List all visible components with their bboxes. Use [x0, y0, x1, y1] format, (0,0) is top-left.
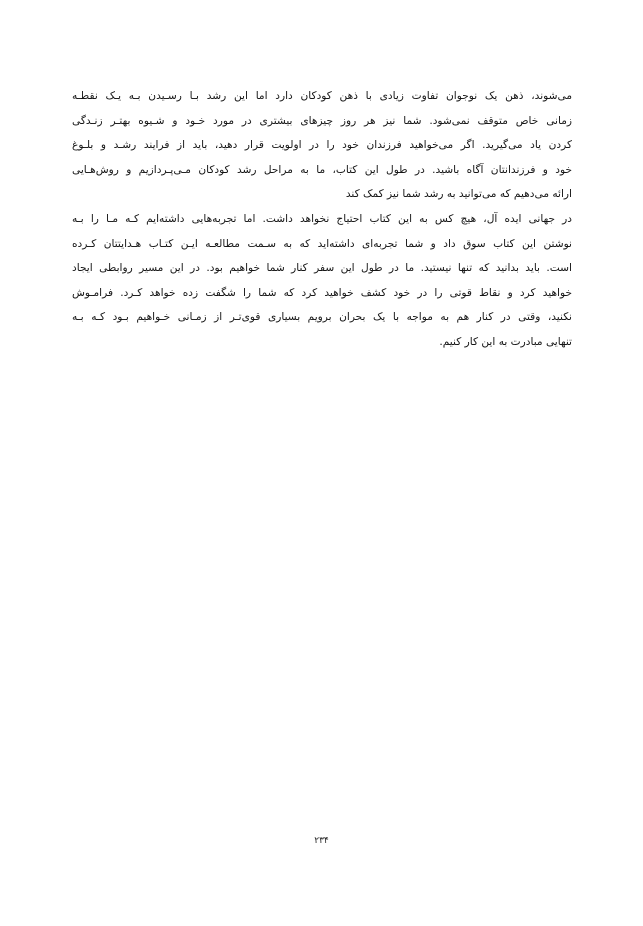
text-line: است. باید بدانید که تنها نیستید. ما در طول این سفر کنار شما خواهیم بود. در این مسیر روابطی ایجاد — [72, 262, 572, 275]
text-line: در جهانی ایده آل، هیچ کس به این کتاب احتیاج نخواهد داشت. اما تجربه‌هایی داشته‌ایم کـه مـا را بـه — [72, 212, 572, 225]
paragraph-2 — [72, 207, 572, 355]
text-line: خود و فرزندانتان آگاه باشید. در طول این کتاب، ما به مراحل رشد کودکان مـی‌پـردازیم و روش‌هـایی — [72, 163, 572, 176]
text-line: تنهایی مبادرت به این کار کنیم. — [439, 335, 572, 348]
text-line: زمانی خاص متوقف نمی‌شود. شما نیز هر روز چیزهای بیشتری در مورد خـود و شـیوه بهتـر زنـدگی — [72, 114, 572, 127]
text-line: نکنید، وقتی در کنار هم به مواجه با یک بحران برویم بسیاری قوی‌تـر از زمـانی خـواهیم بـود کـه بـه — [72, 311, 572, 324]
text-line: نوشتن این کتاب سوق داد و شما تجربه‌ای داشته‌اید که به سـمت مطالعـه ایـن کتـاب هـدایتتان کـرده — [72, 237, 572, 250]
text-line: می‌شوند، ذهن یک نوجوان تفاوت زیادی با ذهن کودکان دارد اما این رشد بـا رسـیدن بـه یـک نقطـه — [72, 90, 572, 102]
body-text — [72, 84, 572, 355]
text-line: خواهید کرد و نقاط قوتی را در خود کشف خواهید کرد که شما را شگفت زده خواهد کـرد. فرامـوش — [72, 286, 572, 299]
text-line: کردن یاد می‌گیرید. اگر می‌خواهید فرزندان خود را در اولویت قرار دهید، باید از فرایند رشـد و بلـوغ — [72, 139, 572, 152]
paragraph-1 — [72, 84, 572, 207]
text-line: ارائه می‌دهیم که می‌توانید به رشد شما نیز کمک کند — [345, 188, 572, 201]
page-number: ۲۳۴ — [314, 836, 329, 846]
